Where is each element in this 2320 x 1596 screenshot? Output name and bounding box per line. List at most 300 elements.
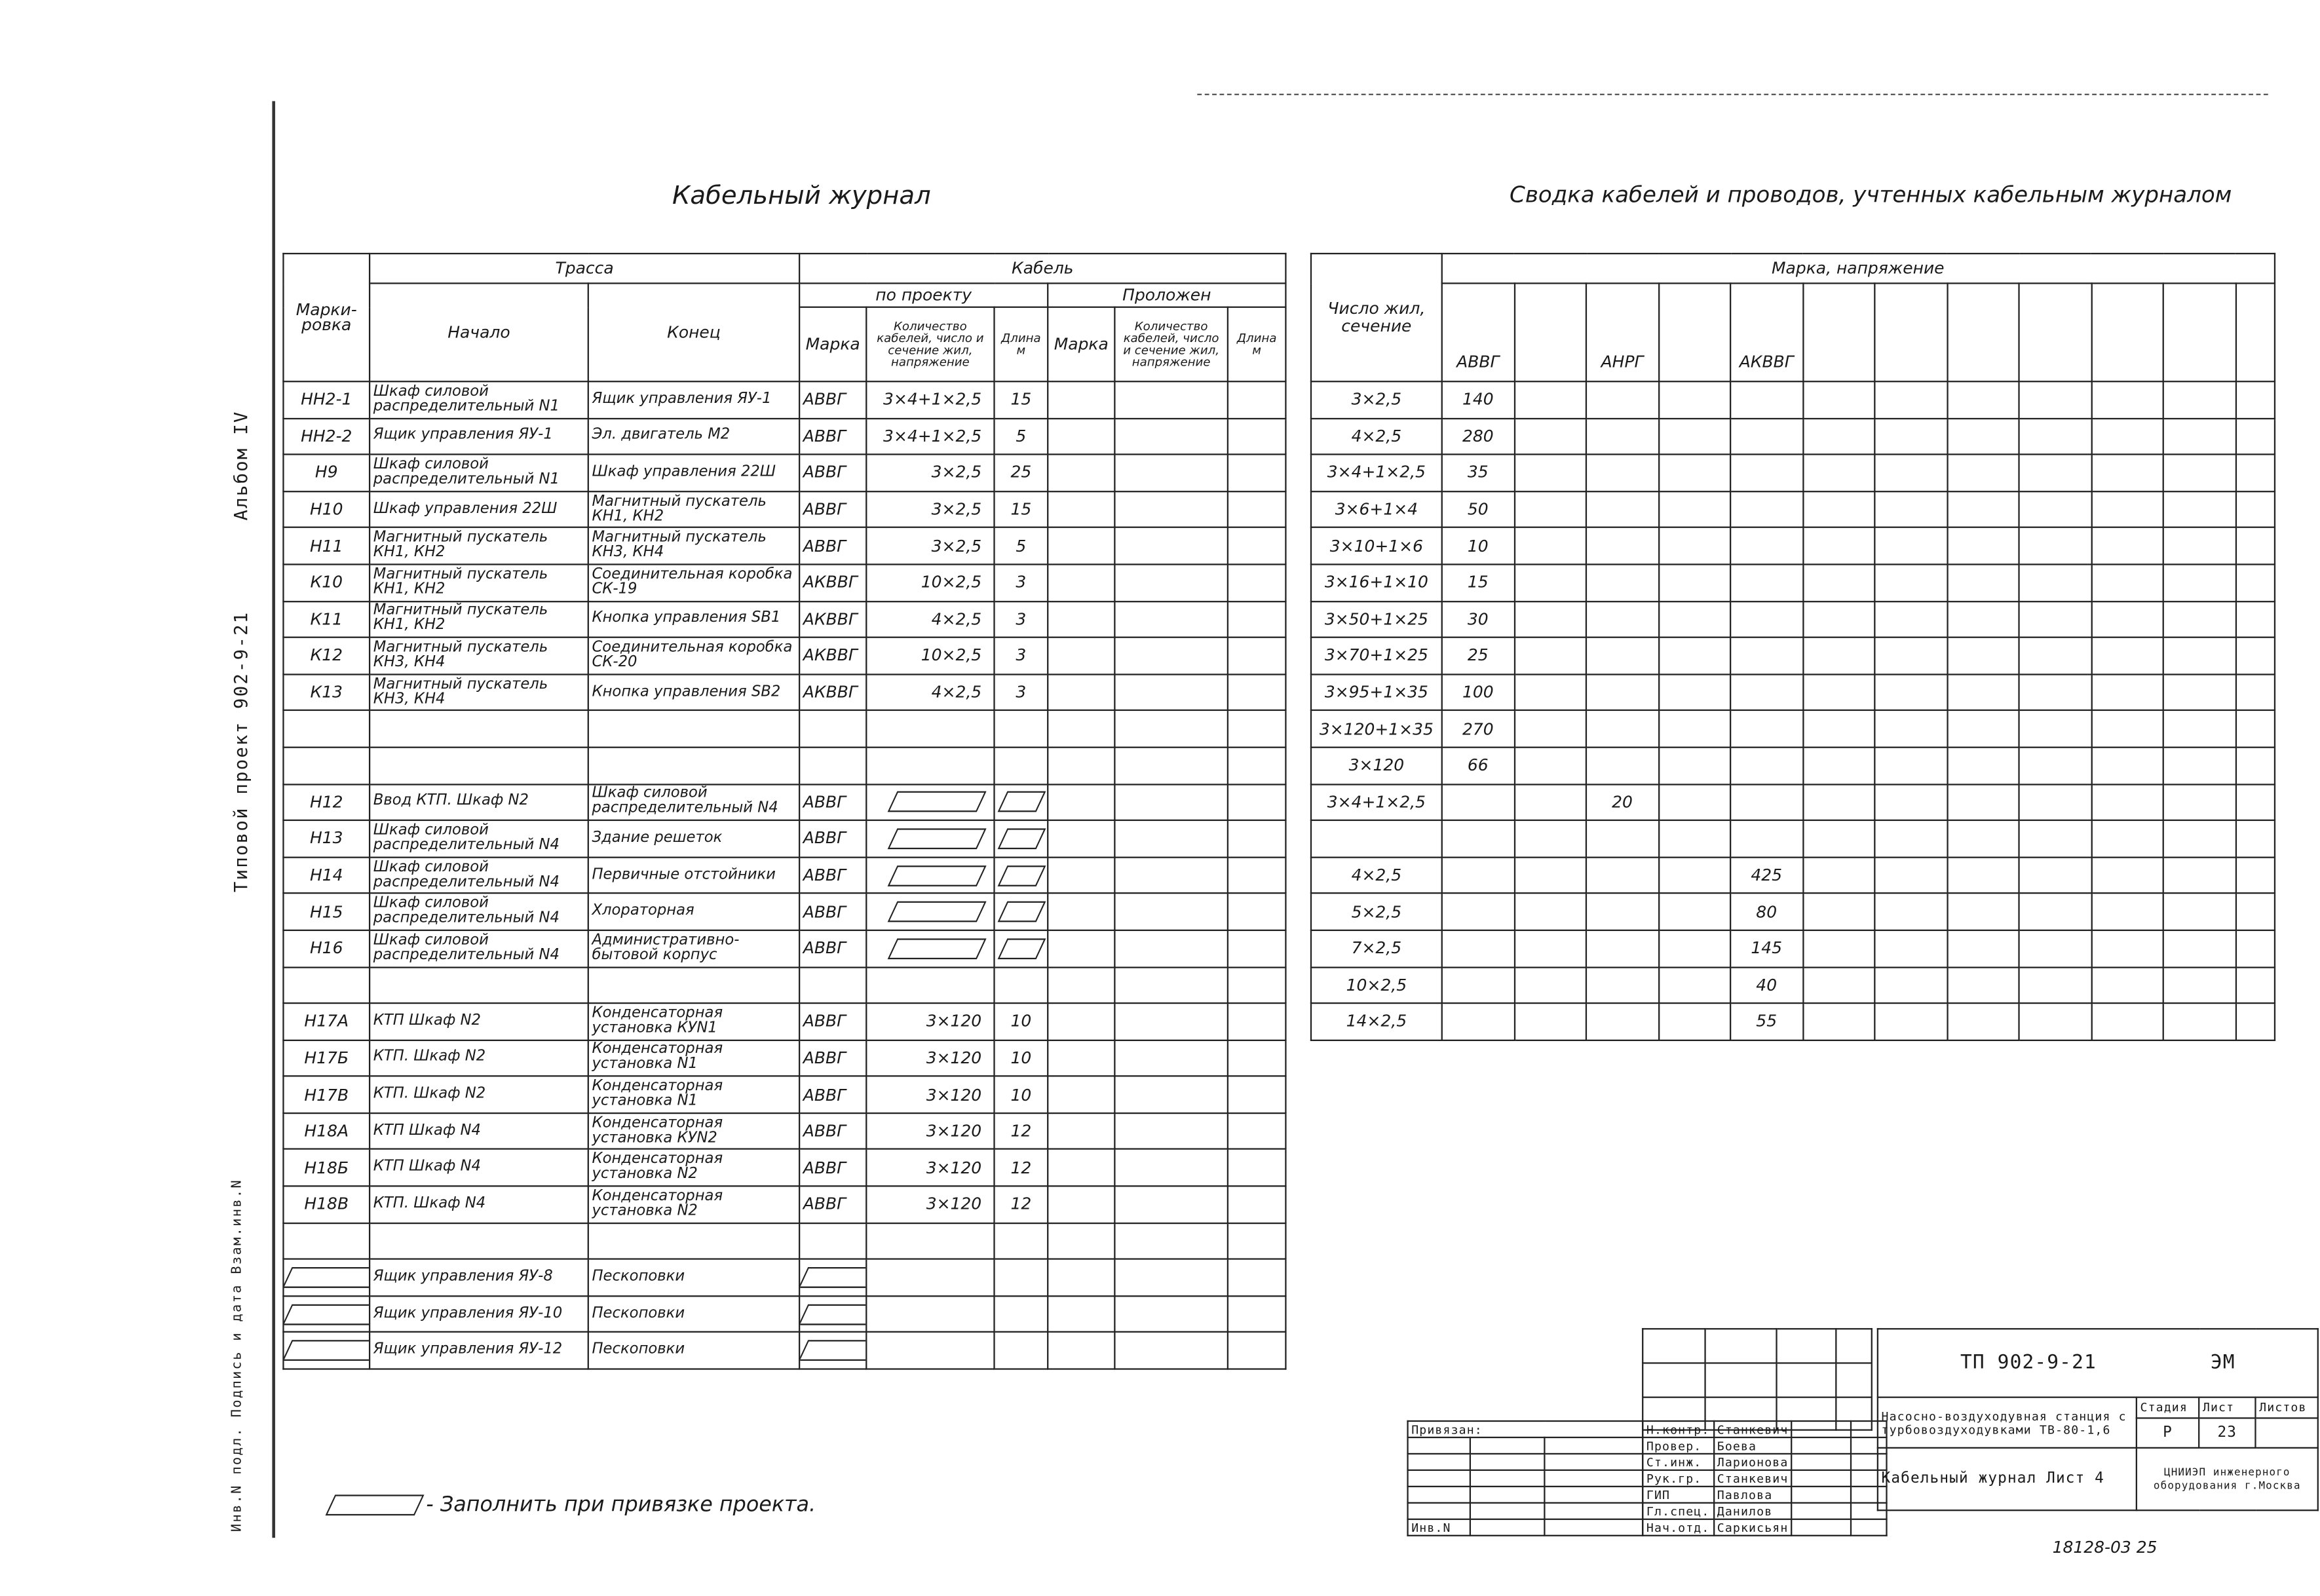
journal-cell-marking — [283, 1296, 370, 1333]
journal-cell-laid — [1114, 930, 1228, 967]
journal-cell-laid — [1228, 1003, 1286, 1040]
summary-value — [1802, 930, 1874, 967]
journal-cell-end — [588, 1223, 799, 1259]
journal-cell-len — [994, 857, 1048, 894]
summary-row — [1311, 455, 2274, 491]
summary-value — [1802, 381, 1874, 418]
summary-value — [1947, 711, 2019, 748]
journal-cell-laid — [1114, 967, 1228, 1004]
journal-cell-laid — [1228, 1333, 1286, 1369]
role-title: Нач.отд. — [1643, 1519, 1713, 1536]
role-signature — [1792, 1470, 1852, 1487]
journal-cell-qty — [866, 894, 994, 930]
summary-value — [1802, 711, 1874, 748]
journal-cell-start: КТП Шкаф N4 — [370, 1113, 588, 1150]
summary-value — [2091, 784, 2163, 820]
role-person: Ларионова — [1713, 1454, 1792, 1470]
summary-value — [1874, 491, 1947, 528]
role-title: Провер. — [1643, 1437, 1713, 1454]
summary-value — [2019, 674, 2091, 711]
summary-value — [1658, 784, 1730, 820]
summary-value — [2163, 1003, 2235, 1040]
journal-cell-marking: Н11 — [283, 528, 370, 565]
summary-value — [2235, 381, 2274, 418]
role-row — [1643, 1519, 1887, 1536]
journal-cell-qty — [866, 1223, 994, 1259]
hdr-qty-laid: Количество кабелей, число и сечение жил, напряжение — [1114, 307, 1228, 382]
summary-value — [1730, 564, 1802, 601]
summary-value — [1658, 1003, 1730, 1040]
summary-value — [2091, 674, 2163, 711]
hdr-length2: Длина м — [1228, 307, 1286, 382]
journal-cell-laid — [1228, 1040, 1286, 1076]
journal-cell-len — [994, 711, 1048, 748]
journal-cell-marking: К13 — [283, 674, 370, 711]
role-row — [1643, 1487, 1887, 1503]
summary-value — [2091, 857, 2163, 894]
summary-value — [1874, 967, 1947, 1004]
footnote — [330, 1493, 816, 1517]
summary-value — [1802, 1003, 1874, 1040]
journal-cell-len: 25 — [994, 455, 1048, 491]
journal-cell-len: 10 — [994, 1040, 1048, 1076]
summary-section: 3×10+1×6 — [1311, 528, 1442, 565]
journal-row — [283, 711, 1285, 748]
journal-cell-laid — [1048, 1150, 1114, 1187]
journal-cell-len: 15 — [994, 491, 1048, 528]
journal-cell-len: 5 — [994, 528, 1048, 565]
summary-value — [1730, 820, 1802, 857]
journal-cell-laid — [1048, 820, 1114, 857]
journal-row — [283, 674, 1285, 711]
journal-cell-laid — [1114, 637, 1228, 674]
summary-brand-cell: АВВГ — [1442, 283, 1514, 381]
summary-value: 25 — [1442, 637, 1514, 674]
summary-section: 3×120+1×35 — [1311, 711, 1442, 748]
journal-cell-len: 3 — [994, 564, 1048, 601]
summary-value — [1658, 711, 1730, 748]
journal-cell-laid — [1114, 1076, 1228, 1113]
journal-cell-laid — [1228, 418, 1286, 455]
journal-cell-start: Шкаф силовой распределительный N4 — [370, 894, 588, 930]
summary-value — [1442, 967, 1514, 1004]
journal-cell-laid — [1228, 381, 1286, 418]
journal-cell-qty — [866, 857, 994, 894]
summary-section: 7×2,5 — [1311, 930, 1442, 967]
role-title: Ст.инж. — [1643, 1454, 1713, 1470]
summary-value — [1802, 455, 1874, 491]
journal-cell-laid — [1114, 1223, 1228, 1259]
summary-value: 20 — [1586, 784, 1658, 820]
summary-value — [2163, 601, 2235, 637]
summary-value — [2163, 711, 2235, 748]
journal-cell-mark: АВВГ — [799, 381, 866, 418]
journal-cell-start: Магнитный пускатель КН1, КН2 — [370, 564, 588, 601]
summary-value — [1947, 820, 2019, 857]
summary-value — [1658, 418, 1730, 455]
summary-value — [1947, 381, 2019, 418]
journal-cell-len: 15 — [994, 381, 1048, 418]
journal-cell-end: Эл. двигатель М2 — [588, 418, 799, 455]
summary-section: 3×4+1×2,5 — [1311, 455, 1442, 491]
summary-value — [2235, 418, 2274, 455]
summary-value — [1874, 564, 1947, 601]
summary-section: 3×50+1×25 — [1311, 601, 1442, 637]
journal-cell-laid — [1228, 637, 1286, 674]
journal-cell-start: Магнитный пускатель КН1, КН2 — [370, 601, 588, 637]
summary-section: 14×2,5 — [1311, 1003, 1442, 1040]
summary-value — [1442, 930, 1514, 967]
role-signature — [1792, 1503, 1852, 1519]
journal-cell-laid — [1228, 674, 1286, 711]
journal-cell-laid — [1228, 820, 1286, 857]
journal-cell-qty — [866, 1296, 994, 1333]
journal-row — [283, 784, 1285, 820]
summary-value — [1730, 748, 1802, 784]
journal-cell-end: Пескоповки — [588, 1296, 799, 1333]
summary-value — [2091, 711, 2163, 748]
summary-value — [2019, 455, 2091, 491]
journal-cell-start: Ящик управления ЯУ-12 — [370, 1333, 588, 1369]
journal-cell-laid — [1114, 1113, 1228, 1150]
summary-value — [2235, 930, 2274, 967]
journal-cell-end — [588, 748, 799, 784]
summary-value — [1586, 967, 1658, 1004]
journal-cell-len: 3 — [994, 674, 1048, 711]
role-row — [1643, 1437, 1887, 1454]
summary-value: 140 — [1442, 381, 1514, 418]
journal-cell-end: Конденсаторная установка N1 — [588, 1076, 799, 1113]
journal-cell-laid — [1228, 1223, 1286, 1259]
summary-value — [1730, 491, 1802, 528]
role-signature — [1792, 1437, 1852, 1454]
role-signature — [1792, 1519, 1852, 1536]
summary-value — [2091, 491, 2163, 528]
journal-cell-start: КТП Шкаф N4 — [370, 1150, 588, 1187]
journal-cell-start: Ящик управления ЯУ-8 — [370, 1259, 588, 1296]
doc-code: ТП 902-9-21 — [1960, 1352, 2097, 1375]
summary-value — [1730, 418, 1802, 455]
journal-row — [283, 967, 1285, 1004]
summary-value — [1514, 637, 1586, 674]
journal-cell-laid — [1228, 455, 1286, 491]
summary-value — [2235, 820, 2274, 857]
hdr-end: Конец — [588, 283, 799, 381]
summary-value — [1874, 637, 1947, 674]
journal-cell-end: Конденсаторная установка N1 — [588, 1040, 799, 1076]
title-block-bound — [1407, 1420, 1643, 1536]
summary-value — [1730, 784, 1802, 820]
summary-hdr-brand: Марка, напряжение — [1442, 254, 2274, 283]
sheets-label: Листов — [2255, 1397, 2317, 1418]
title-block-upper — [1642, 1328, 1873, 1431]
summary-value — [1947, 564, 2019, 601]
journal-cell-len: 5 — [994, 418, 1048, 455]
journal-row — [283, 1259, 1285, 1296]
role-person: Данилов — [1713, 1503, 1792, 1519]
summary-value: 50 — [1442, 491, 1514, 528]
journal-cell-laid — [1114, 418, 1228, 455]
journal-cell-qty: 3×120 — [866, 1076, 994, 1113]
sheet-code: ЭМ — [2210, 1352, 2235, 1375]
fill-in-marker — [283, 1267, 370, 1288]
fill-in-marker — [283, 1304, 370, 1325]
journal-cell-end: Пескоповки — [588, 1333, 799, 1369]
summary-value — [2019, 491, 2091, 528]
journal-cell-laid — [1114, 491, 1228, 528]
journal-cell-qty — [866, 967, 994, 1004]
journal-cell-laid — [1228, 601, 1286, 637]
journal-cell-mark: АВВГ — [799, 1003, 866, 1040]
summary-value — [1514, 967, 1586, 1004]
role-title: ГИП — [1643, 1487, 1713, 1503]
journal-cell-marking: Н13 — [283, 820, 370, 857]
summary-value — [1802, 820, 1874, 857]
journal-cell-qty: 4×2,5 — [866, 674, 994, 711]
journal-cell-len — [994, 784, 1048, 820]
journal-cell-qty: 3×2,5 — [866, 455, 994, 491]
summary-row — [1311, 601, 2274, 637]
journal-cell-end: Ящик управления ЯУ-1 — [588, 381, 799, 418]
summary-row — [1311, 491, 2274, 528]
journal-cell-start: Шкаф силовой распределительный N4 — [370, 930, 588, 967]
journal-cell-end: Конденсаторная установка N2 — [588, 1186, 799, 1223]
journal-cell-len: 12 — [994, 1113, 1048, 1150]
role-person: Саркисьян — [1713, 1519, 1792, 1536]
journal-cell-end: Здание решеток — [588, 820, 799, 857]
journal-cell-laid — [1114, 784, 1228, 820]
summary-value — [2163, 820, 2235, 857]
journal-cell-start — [370, 711, 588, 748]
journal-cell-laid — [1048, 381, 1114, 418]
journal-cell-end: Шкаф силовой распределительный N4 — [588, 784, 799, 820]
summary-brand-cell — [2019, 283, 2091, 381]
journal-cell-laid — [1048, 564, 1114, 601]
summary-value — [1874, 455, 1947, 491]
journal-cell-qty: 3×120 — [866, 1040, 994, 1076]
journal-cell-end: Конденсаторная установка КУN1 — [588, 1003, 799, 1040]
summary-value — [1874, 930, 1947, 967]
summary-value — [1947, 1003, 2019, 1040]
journal-cell-mark: АКВВГ — [799, 637, 866, 674]
journal-cell-mark — [799, 1296, 866, 1333]
role-person: Станкевич — [1713, 1421, 1792, 1437]
summary-value: 66 — [1442, 748, 1514, 784]
summary-value — [1658, 455, 1730, 491]
journal-cell-marking — [283, 748, 370, 784]
journal-cell-marking: Н15 — [283, 894, 370, 930]
journal-cell-laid — [1114, 748, 1228, 784]
journal-cell-laid — [1048, 1186, 1114, 1223]
summary-value — [2163, 455, 2235, 491]
hdr-cable: Кабель — [799, 254, 1285, 283]
summary-value — [2163, 748, 2235, 784]
summary-value — [1586, 748, 1658, 784]
journal-cell-laid — [1228, 491, 1286, 528]
summary-value — [1730, 711, 1802, 748]
summary-value — [1586, 455, 1658, 491]
journal-cell-marking — [283, 1223, 370, 1259]
summary-value — [1514, 674, 1586, 711]
role-signature — [1792, 1487, 1852, 1503]
summary-value — [1802, 967, 1874, 1004]
summary-value — [2235, 455, 2274, 491]
summary-value — [2235, 711, 2274, 748]
journal-cell-end: Пескоповки — [588, 1259, 799, 1296]
summary-row — [1311, 528, 2274, 565]
summary-value — [1874, 528, 1947, 565]
summary-value — [2091, 564, 2163, 601]
fill-in-marker — [888, 865, 987, 886]
journal-cell-qty — [866, 930, 994, 967]
summary-value — [2091, 930, 2163, 967]
role-signature — [1792, 1421, 1852, 1437]
summary-value — [2163, 857, 2235, 894]
summary-value — [2235, 601, 2274, 637]
journal-cell-laid — [1228, 1186, 1286, 1223]
journal-cell-marking: Н12 — [283, 784, 370, 820]
journal-cell-end — [588, 967, 799, 1004]
role-date — [1852, 1519, 1887, 1536]
summary-value — [1514, 455, 1586, 491]
journal-cell-laid — [1228, 1259, 1286, 1296]
role-row — [1643, 1421, 1887, 1437]
summary-value — [1874, 601, 1947, 637]
journal-cell-laid — [1228, 784, 1286, 820]
journal-cell-mark: АКВВГ — [799, 601, 866, 637]
summary-value — [1586, 894, 1658, 930]
journal-cell-laid — [1048, 1223, 1114, 1259]
summary-value — [1730, 674, 1802, 711]
summary-value — [2163, 564, 2235, 601]
journal-cell-laid — [1048, 1296, 1114, 1333]
summary-value — [1730, 455, 1802, 491]
journal-cell-mark — [799, 748, 866, 784]
summary-value — [2235, 1003, 2274, 1040]
journal-cell-laid — [1114, 1186, 1228, 1223]
journal-cell-len — [994, 894, 1048, 930]
journal-row — [283, 491, 1285, 528]
journal-cell-len — [994, 1333, 1048, 1369]
journal-cell-len: 12 — [994, 1150, 1048, 1187]
hdr-start: Начало — [370, 283, 588, 381]
summary-value — [2019, 711, 2091, 748]
hdr-by-project: по проекту — [799, 283, 1048, 307]
journal-cell-laid — [1228, 1296, 1286, 1333]
summary-value — [2019, 418, 2091, 455]
summary-value — [1658, 930, 1730, 967]
summary-value — [2019, 637, 2091, 674]
summary-value: 55 — [1730, 1003, 1802, 1040]
summary-value — [1514, 1003, 1586, 1040]
journal-cell-start: Шкаф силовой распределительный N1 — [370, 455, 588, 491]
summary-value — [1442, 894, 1514, 930]
footnote-text: - Заполнить при привязке проекта. — [426, 1493, 816, 1517]
summary-value — [1586, 381, 1658, 418]
summary-row — [1311, 857, 2274, 894]
journal-row — [283, 381, 1285, 418]
journal-cell-start: Шкаф силовой распределительный N1 — [370, 381, 588, 418]
summary-value — [2163, 491, 2235, 528]
summary-value — [2235, 564, 2274, 601]
journal-cell-start: КТП. Шкаф N2 — [370, 1076, 588, 1113]
summary-value — [2019, 1003, 2091, 1040]
summary-value — [2019, 528, 2091, 565]
summary-value — [1514, 381, 1586, 418]
summary-value — [2163, 381, 2235, 418]
journal-cell-laid — [1048, 930, 1114, 967]
journal-cell-end: Шкаф управления 22Ш — [588, 455, 799, 491]
summary-section: 3×70+1×25 — [1311, 637, 1442, 674]
summary-value — [2091, 894, 2163, 930]
journal-cell-laid — [1114, 857, 1228, 894]
cable-journal-table — [282, 253, 1286, 1370]
summary-value — [1802, 894, 1874, 930]
journal-row — [283, 528, 1285, 565]
journal-cell-qty: 3×2,5 — [866, 528, 994, 565]
journal-cell-laid — [1114, 820, 1228, 857]
journal-cell-laid — [1048, 1040, 1114, 1076]
journal-row — [283, 1186, 1285, 1223]
summary-value — [2019, 967, 2091, 1004]
journal-cell-mark — [799, 1223, 866, 1259]
summary-hdr-section: Число жил, сечение — [1311, 254, 1442, 381]
summary-value — [2019, 857, 2091, 894]
summary-value — [2019, 601, 2091, 637]
side-stamps: Инв.N подл. Подпись и дата Взам.инв.N — [230, 1179, 246, 1532]
fill-in-marker — [997, 938, 1045, 959]
journal-cell-end: Кнопка управления SB1 — [588, 601, 799, 637]
journal-cell-laid — [1228, 748, 1286, 784]
summary-value — [1802, 674, 1874, 711]
journal-cell-marking: Н18В — [283, 1186, 370, 1223]
summary-value — [1730, 637, 1802, 674]
journal-cell-marking: Н17Б — [283, 1040, 370, 1076]
summary-value — [2163, 674, 2235, 711]
fill-in-marker — [283, 1340, 370, 1361]
journal-cell-laid — [1048, 711, 1114, 748]
journal-cell-len — [994, 748, 1048, 784]
summary-value — [1442, 784, 1514, 820]
summary-value — [1658, 528, 1730, 565]
role-row — [1643, 1470, 1887, 1487]
journal-cell-qty: 3×120 — [866, 1150, 994, 1187]
summary-brand-cell — [1802, 283, 1874, 381]
journal-cell-len: 3 — [994, 637, 1048, 674]
hdr-qty-project: Количество кабелей, число и сечение жил, напряжение — [866, 307, 994, 382]
journal-cell-laid — [1228, 1076, 1286, 1113]
summary-value — [1947, 857, 2019, 894]
summary-value — [2163, 637, 2235, 674]
summary-row — [1311, 967, 2274, 1004]
journal-cell-laid — [1048, 491, 1114, 528]
role-person: Боева — [1713, 1437, 1792, 1454]
summary-value: 30 — [1442, 601, 1514, 637]
summary-value — [1802, 491, 1874, 528]
bound-label: Привязан: — [1408, 1421, 1643, 1437]
summary-brand-cell — [1947, 283, 2019, 381]
summary-value — [1730, 381, 1802, 418]
summary-value — [1802, 601, 1874, 637]
journal-cell-qty: 3×120 — [866, 1113, 994, 1150]
summary-value — [1947, 491, 2019, 528]
journal-cell-start: Шкаф силовой распределительный N4 — [370, 820, 588, 857]
summary-value — [2091, 528, 2163, 565]
role-title: Гл.спец. — [1643, 1503, 1713, 1519]
summary-value — [2235, 637, 2274, 674]
journal-row — [283, 1076, 1285, 1113]
journal-cell-len: 12 — [994, 1186, 1048, 1223]
